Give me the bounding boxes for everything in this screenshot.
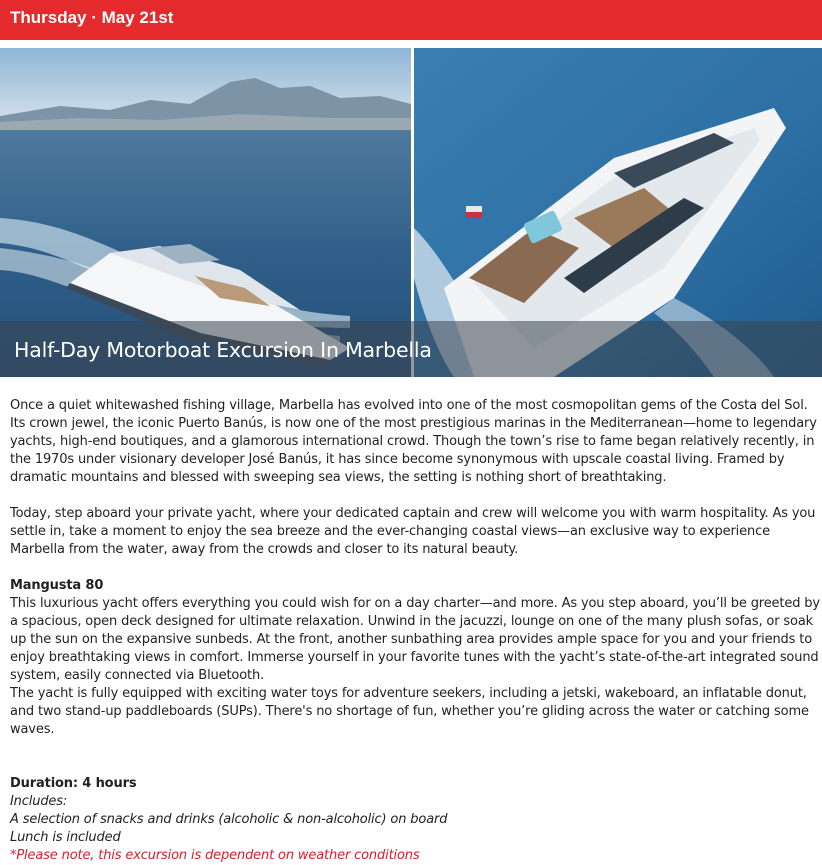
include-item-snacks: A selection of snacks and drinks (alcoholic & non-alcoholic) on board xyxy=(10,812,448,827)
weather-note: *Please note, this excursion is dependent on weather conditions xyxy=(10,848,420,863)
intro-paragraph-1: Once a quiet whitewashed fishing village, Marbella has evolved into one of the most cosmopolitan gems of the Costa del Sol. Its crown jewel, the iconic Puerto Banús, is now one of the most prestigious marinas in the Mediterranean—home to legendary yachts, high-end boutiques, and a glamorous international crowd. Though the town’s rise to fame began relatively recently, in the 1970s under visionary developer José Banús, it has since become synonymous with upscale coastal living. Framed by dramatic mountains and blessed with sweeping sea views, the setting is nothing short of breathtaking. xyxy=(10,398,817,485)
hero-gallery xyxy=(0,48,822,377)
yacht-name: Mangusta 80 xyxy=(10,578,104,593)
description xyxy=(10,397,820,865)
yacht-paragraph-2: The yacht is fully equipped with exciting water toys for adventure seekers, including a jetski, wakeboard, an inflatable donut, and two stand-up paddleboards (SUPs). There's no shortage of fun, whether you’re gliding across the water or catching some waves. xyxy=(10,686,809,737)
include-item-lunch: Lunch is included xyxy=(10,830,121,845)
intro-paragraph-2: Today, step aboard your private yacht, where your dedicated captain and crew will welcome you with warm hospitality. As you settle in, take a moment to enjoy the sea breeze and the ever-changing coastal views—an exclusive way to experience Marbella from the water, away from the crowds and closer to its natural beauty. xyxy=(10,506,816,557)
includes-label: Includes: xyxy=(10,794,68,809)
yacht-paragraph-1: This luxurious yacht offers everything you could wish for on a day charter—and more. As you step aboard, you’ll be greeted by a spacious, open deck designed for ultimate relaxation. Unwind in the jacuzzi, lounge on one of the many plush sofas, or soak up the sun on the expansive sunbeds. At the front, another sunbathing area provides ample space for you and your friends to enjoy breathtaking views in comfort. Immerse yourself in your favorite tunes with the yacht’s state-of-the-art integrated sound system, easily connected via Bluetooth. xyxy=(10,596,820,683)
duration: Duration: 4 hours xyxy=(10,776,137,791)
date-header xyxy=(0,0,822,40)
date-label: Thursday · May 21st xyxy=(10,8,174,27)
excursion-title: Half-Day Motorboat Excursion In Marbella xyxy=(14,338,432,362)
